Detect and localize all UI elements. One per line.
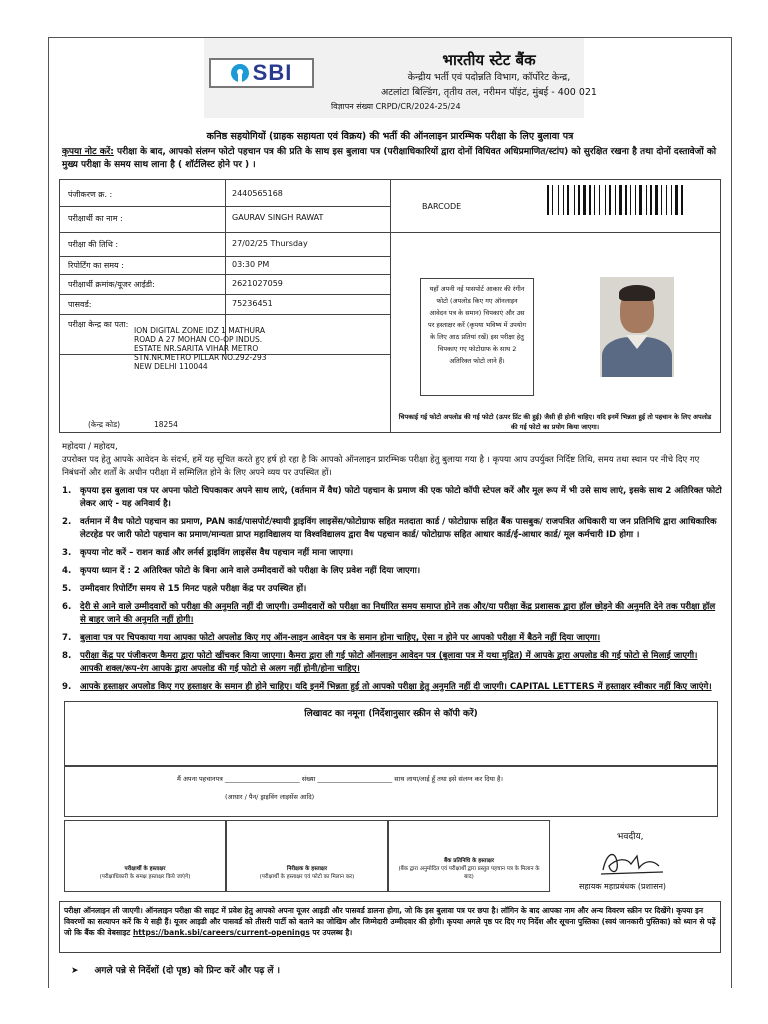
footer-suffix: पर उपलब्ध है। (309, 928, 353, 937)
photo-note: चिपकाई गई फोटो अपलोड की गई फोटो (ऊपर प्रिंट की हुई) जैसी ही होनी चाहिए। यदि इनमें भिन्नता हुई तो पहचान के लिए अपलोड की गई फोटो का प्रयोग किया जाएगा। (398, 413, 712, 431)
logo-text: SBI (252, 60, 293, 85)
instruction-text: कृपया ध्यान दें : 2 अतिरिक्त फोटो के बिना आने वाले उम्मीदवारों को परीक्षा के लिए प्रवेश नहीं दिया जाएगा। (80, 566, 421, 576)
instruction-item (62, 601, 722, 627)
instruction-text: बुलावा पत्र पर चिपकाया गया आपका फोटो अपलोड किए गए ऑन-लाइन आवेदन पत्र के समान होना चाहिए, ऐसा न होने पर आपको परीक्षा में बैठने नहीं दिया जाएगा। (80, 633, 601, 643)
instruction-number: 2. (62, 517, 72, 527)
instruction-text: वर्तमान में वैध फोटो पहचान का प्रमाण, PAN कार्ड/पासपोर्ट/स्थायी ड्राइविंग लाइसेंस/फोटोग्राफ सहित मतदाता कार्ड / फोटोग्राफ सहित बैंक पासबुक/ राजपत्रित अधिकारी या जन प्रतिनिधि द्वारा आधिकारिक लेटरहेड पर जारी फोटो पहचान का प्रमाण/मान्यता प्राप्त महाविद्यालय या विश्वविद्यालय द्वारा वैध पहचान कार्ड/ फोटोग्राफ सहित आधार कार्ड/ई-आधार कार्ड/ मूल कर्मचारी ID होगा । (80, 517, 717, 540)
instruction-item (62, 681, 722, 694)
roll-value: 2621027059 (232, 279, 283, 288)
signature-title: निरीक्षक के हस्ताक्षर (286, 866, 328, 872)
instruction-item (62, 650, 722, 676)
bank-address (329, 70, 649, 100)
advertisement-number: विज्ञापन संख्या CRPD/CR/2024-25/24 (331, 102, 461, 111)
centre-code: 18254 (154, 420, 178, 429)
careers-link[interactable]: https://bank.sbi/careers/current-openings (132, 928, 310, 937)
table-divider (60, 232, 721, 233)
bottom-note-text: अगले पन्ने से निर्देशों (दो पृष्ठ) को प्रिन्ट करें और पढ़ लें । (94, 966, 281, 976)
sbi-logo-icon (231, 64, 249, 82)
instruction-number: 1. (62, 486, 72, 496)
table-divider (390, 180, 391, 432)
centre-address: ION DIGITAL ZONE IDZ 1 MATHURA ROAD A 27 MOHAN CO-OP INDUS. ESTATE NR.SARITA VIHAR METRO STN.NR.METRO PILLAR NO.292-293 NEW DELHI 110044 (134, 326, 267, 371)
instruction-item (62, 516, 722, 542)
declaration-box (64, 765, 718, 817)
authority-signature-image (597, 844, 667, 880)
instruction-number: 9. (62, 682, 72, 692)
salutation: महोदया / महोदय, (62, 442, 118, 452)
paste-photo-box: यहाँ अपनी नई पासपोर्ट आकार की रंगीन फोटो (अपलोड किए गए ऑनलाइन आवेदन पत्र के समान) चिपकाएं और उस पर हस्ताक्षर करें (कृपया भविष्य में उपयोग के लिए आठ प्रतियां रखें) इस परीक्षा हेतु चिपकाए गए फोटोग्राफ के साथ 2 अतिरिक्त फोटो लाने हैं। (420, 278, 534, 396)
roll-label: परीक्षार्थी क्रमांक/यूजर आईडी: (68, 280, 155, 289)
invigilator-signature-box (226, 820, 388, 892)
candidate-signature-box (64, 820, 226, 892)
bank-name: भारतीय स्टेट बैंक (442, 51, 536, 69)
address-line-1: केन्द्रीय भर्ती एवं पदोन्नति विभाग, कॉर्पोरेट केन्द्र, (407, 72, 571, 83)
centre-label: परीक्षा केन्द्र का पता: (68, 320, 129, 329)
reg-value: 2440565168 (232, 189, 283, 198)
instruction-item (62, 565, 722, 578)
instruction-text: देरी से आने वाले उम्मीदवारों को परीक्षा की अनुमति नहीं दी जाएगी। उम्मीदवारों को परीक्षा का निर्धारित समय समाप्त होने तक और/या परीक्षा केंद्र प्रशासक द्वारा हॉल छोड़ने की अनुमति देने तक परीक्षा हॉल से बाहर जाने की अनुमति नहीं होगी। (80, 602, 716, 625)
name-value: GAURAV SINGH RAWAT (232, 213, 324, 222)
sbi-logo (209, 58, 314, 88)
letter-title: कनिष्ठ सहयोगियों (ग्राहक सहायता एवं विक्रय) की भर्ती की ऑनलाइन प्रारम्भिक परीक्षा के लिए बुलावा पत्र (206, 131, 574, 142)
reg-label: पंजीकरण क्र. : (68, 190, 113, 199)
date-value: 27/02/25 Thursday (232, 239, 308, 248)
signature-title: परीक्षार्थी के हस्ताक्षर (124, 866, 166, 872)
instruction-item (62, 485, 722, 511)
reporting-value: 03:30 PM (232, 260, 270, 269)
signature-sub: (परीक्षाधिकारी के समक्ष हस्ताक्षर किये जाएंगे) (99, 874, 191, 880)
declaration-line: मैं अपना पहचानपत्र _______________________ संख्या _______________________ साथ लाया/लाई हूँ तथा इसे संलग्न कर दिया है। (177, 775, 503, 783)
instruction-number: 7. (62, 633, 72, 643)
authority-designation: सहायक महाप्रबंधक (प्रशासन) (579, 882, 667, 891)
reporting-label: रिपोर्टिंग का समय : (68, 261, 124, 270)
signature-sub: (बैंक द्वारा अनुमोदित एवं परीक्षार्थी द्वारा प्रस्तुत पहचान पत्र के मिलान के बाद) (398, 866, 540, 880)
note-paragraph (62, 146, 722, 172)
footer-text: परीक्षा ऑनलाइन ली जाएगी। ऑनलाइन परीक्षा की साइट में प्रवेश हेतु आपको अपना यूजर आइडी और पासवर्ड डालना होगा, जो कि इस बुलावा पत्र पर छपा है। लॉगिन के बाद आपका नाम और अन्य विवरण स्क्रीन पर दिखेंगे। कृपया इन विवरणों का सत्यापन करें कि ये सही हैं। यूजर आइडी और पासवर्ड को तीसरी पार्टी को बताने का जोखिम और जिम्मेदारी उम्मीदवार की होगी। कृपया अगले पृष्ठ पर दिए गए निर्देश और सूचना पुस्तिका (स्वयं जानकारी पुस्तिका) को ध्यान से पढ़ें जो कि बैंक की वेबसाइट (64, 906, 716, 937)
centre-code-label: (केन्द्र कोड) (88, 420, 121, 429)
date-label: परीक्षा की तिथि : (68, 240, 119, 249)
footer-instructions (59, 901, 721, 953)
barcode-label: BARCODE (422, 202, 462, 211)
address-line-2: अटलांटा बिल्डिंग, तृतीय तल, नरीमन पॉइंट, मुंबई - 400 021 (381, 87, 597, 98)
instruction-text: कृपया इस बुलावा पत्र पर अपना फोटो चिपकाकर अपने साथ लाएं, (वर्तमान में वैध) फोटो पहचान के प्रमाण की एक फोटो कॉपी स्टेपल करें और मूल रूप में भी उसे साथ लाएं, इसके साथ 2 अतिरिक्त फोटो लेकर आएं - यह अनिवार्य है। (80, 486, 722, 509)
instruction-number: 4. (62, 566, 72, 576)
intro-paragraph: उपरोक्त पद हेतु आपके आवेदन के संदर्भ, हमें यह सूचित करते हुए हर्ष हो रहा है कि आपको ऑनलाइन प्रारम्भिक परीक्षा हेतु बुलाया गया है । कृपया आप उपर्युक्त निर्दिष्ट तिथि, समय तथा स्थान पर नीचे दिए गए निबंधनों और शर्तों के अधीन परीक्षा में सम्मिलित होने के लिए अपने व्यय पर उपस्थित हों। (62, 455, 700, 478)
password-value: 75236451 (232, 299, 273, 308)
instruction-text: परीक्षा केंद्र पर पंजीकरण कैमरा द्वारा फोटो खींचकर किया जाएगा। कैमरा द्वारा ली गई फोटो ऑनलाइन आवेदन पत्र (बुलावा पत्र में यथा मुद्रित) में आपके द्वारा अपलोड की गई फोटो से मिलाई जाएगी। आपकी शक्ल/रूप-रंग आपके द्वारा अपलोड की गई फोटो से अलग नहीं होनी/होना चाहिए। (80, 651, 698, 674)
instructions-list (62, 485, 722, 699)
candidate-info-table (59, 179, 721, 433)
instruction-text: कृपया नोट करें – राशन कार्ड और लर्नर्स ड्राइविंग लाइसेंस वैध पहचान नहीं माना जाएगा। (80, 548, 354, 558)
handwriting-sample-box (64, 701, 718, 767)
password-label: पासवर्ड: (68, 300, 92, 309)
candidate-photo (600, 277, 674, 377)
note-prefix: कृपया नोट करें: (62, 147, 114, 157)
barcode (547, 185, 707, 215)
name-label: परीक्षार्थी का नाम : (68, 214, 123, 223)
declaration-sub: (आधार / पैन/ ड्राइविंग लाइसेंस आदि) (225, 793, 315, 801)
signature-title: बैंक प्रतिनिधि के हस्ताक्षर (443, 858, 495, 864)
instruction-item (62, 583, 722, 596)
table-divider (60, 206, 390, 207)
handwriting-title: लिखावट का नमूना (निर्देशानुसार स्क्रीन से कॉपी करें) (304, 709, 478, 719)
table-divider (60, 314, 390, 315)
table-divider (60, 294, 390, 295)
closing-yours: भवदीय, (617, 832, 644, 842)
table-divider (60, 256, 390, 257)
bottom-note (71, 963, 280, 976)
instruction-item (62, 547, 722, 560)
instruction-number: 6. (62, 602, 72, 612)
signature-sub: (परीक्षार्थी के हस्ताक्षर एवं फोटो का मिलान कर) (259, 874, 355, 880)
instruction-number: 5. (62, 584, 72, 594)
instruction-text: उम्मीदवार रिपोर्टिंग समय से 15 मिनट पहले परीक्षा केंद्र पर उपस्थित हों। (80, 584, 307, 594)
instruction-number: 8. (62, 651, 72, 661)
note-text: परीक्षा के बाद, आपको संलग्न फोटो पहचान पत्र की प्रति के साथ इस बुलावा पत्र (परीक्षाधिकारियों द्वारा दोनों विधिवत अधिप्रमाणित/स्टांप) को सुरक्षित रखना है तथा दोनों दस्तावेजों को मुख्य परीक्षा के समय साथ लाना है ( शॉर्टलिस्ट होने पर ) । (62, 147, 717, 170)
instruction-item (62, 632, 722, 645)
instruction-text: आपके हस्ताक्षर अपलोड किए गए हस्ताक्षर के समान ही होने चाहिए। यदि इनमें भिन्नता हुई तो आपको परीक्षा हेतु अनुमति नहीं दी जाएगी। CAPITAL LETTERS में हस्ताक्षर स्वीकार नहीं किए जाएंगे। (80, 682, 712, 692)
instruction-number: 3. (62, 548, 72, 558)
call-letter-page (48, 37, 732, 988)
bank-rep-signature-box (388, 820, 550, 892)
table-divider (60, 274, 390, 275)
arrow-icon: ➤ (71, 966, 79, 976)
